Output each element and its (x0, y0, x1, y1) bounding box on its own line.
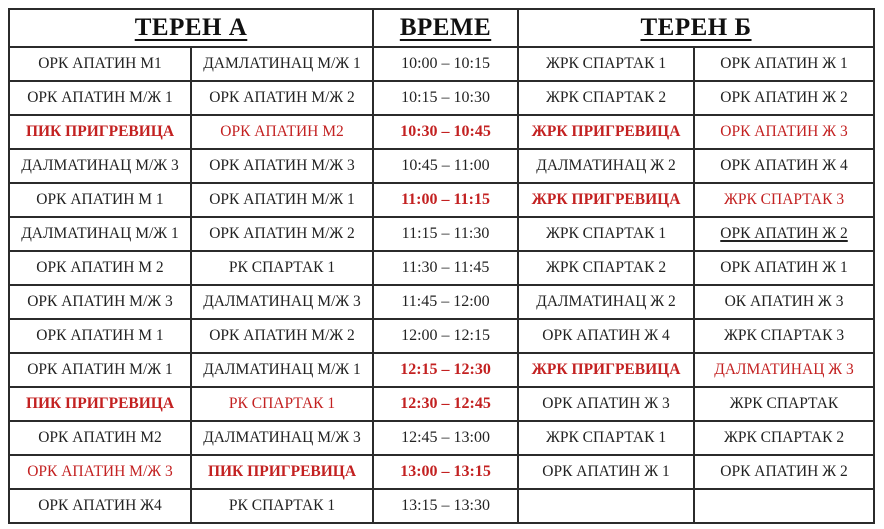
terrain-b-team-1-cell: ДАЛМАТИНАЦ Ж 2 (518, 149, 694, 183)
terrain-b-team-1-cell: ДАЛМАТИНАЦ Ж 2 (518, 285, 694, 319)
terrain-b-team-2-cell: ОРК АПАТИН Ж 3 (694, 115, 874, 149)
terrain-a-team-2-cell: ДАЛМАТИНАЦ М/Ж 3 (191, 421, 373, 455)
terrain-a-team-1-cell: ОРК АПАТИН М2 (9, 421, 191, 455)
terrain-b-team-2-cell: ЖРК СПАРТАК 3 (694, 183, 874, 217)
table-row (9, 387, 874, 421)
terrain-a-team-2-cell: ДАМЛАТИНАЦ М/Ж 1 (191, 47, 373, 81)
time-cell: 10:00 – 10:15 (373, 47, 518, 81)
time-cell: 10:45 – 11:00 (373, 149, 518, 183)
terrain-b-team-1-cell: ОРК АПАТИН Ж 4 (518, 319, 694, 353)
terrain-a-team-1-cell: ОРК АПАТИН М1 (9, 47, 191, 81)
time-cell: 12:30 – 12:45 (373, 387, 518, 421)
terrain-a-team-2-cell: ОРК АПАТИН М/Ж 2 (191, 319, 373, 353)
terrain-a-team-1-cell: ОРК АПАТИН М/Ж 3 (9, 455, 191, 489)
table-row (9, 115, 874, 149)
table-row (9, 251, 874, 285)
terrain-b-team-2-cell: ДАЛМАТИНАЦ Ж 3 (694, 353, 874, 387)
terrain-b-team-1-cell: ЖРК СПАРТАК 2 (518, 251, 694, 285)
terrain-a-team-2-cell: РК СПАРТАК 1 (191, 251, 373, 285)
terrain-b-title: ТЕРЕН Б (640, 14, 752, 41)
terrain-a-header (9, 9, 373, 47)
time-cell: 13:15 – 13:30 (373, 489, 518, 523)
time-cell: 13:00 – 13:15 (373, 455, 518, 489)
time-cell: 11:15 – 11:30 (373, 217, 518, 251)
terrain-b-team-2-cell: ОРК АПАТИН Ж 2 (694, 455, 874, 489)
table-row (9, 47, 874, 81)
terrain-b-team-2-cell: ОРК АПАТИН Ж 1 (694, 47, 874, 81)
terrain-b-team-1-cell: ОРК АПАТИН Ж 1 (518, 455, 694, 489)
time-title: ВРЕМЕ (399, 14, 492, 41)
terrain-a-team-2-cell: ОРК АПАТИН М/Ж 1 (191, 183, 373, 217)
schedule-table (8, 8, 875, 524)
schedule-sheet (8, 8, 875, 524)
time-cell: 12:45 – 13:00 (373, 421, 518, 455)
terrain-a-team-1-cell: ОРК АПАТИН М/Ж 1 (9, 353, 191, 387)
terrain-a-team-1-cell: ОРК АПАТИН Ж4 (9, 489, 191, 523)
time-cell: 11:45 – 12:00 (373, 285, 518, 319)
terrain-a-team-2-cell: ПИК ПРИГРЕВИЦА (191, 455, 373, 489)
time-cell: 10:30 – 10:45 (373, 115, 518, 149)
terrain-b-header (518, 9, 874, 47)
terrain-b-team-1-cell: ЖРК ПРИГРЕВИЦА (518, 353, 694, 387)
table-row (9, 489, 874, 523)
terrain-b-team-2-cell: ЖРК СПАРТАК 2 (694, 421, 874, 455)
table-row (9, 319, 874, 353)
terrain-a-team-1-cell: ОРК АПАТИН М/Ж 1 (9, 81, 191, 115)
table-row (9, 149, 874, 183)
time-cell: 10:15 – 10:30 (373, 81, 518, 115)
terrain-b-team-2-cell: ОРК АПАТИН Ж 4 (694, 149, 874, 183)
terrain-b-team-1-cell: ЖРК ПРИГРЕВИЦА (518, 115, 694, 149)
terrain-a-team-1-cell: ДАЛМАТИНАЦ М/Ж 3 (9, 149, 191, 183)
table-row (9, 353, 874, 387)
terrain-a-title: ТЕРЕН А (134, 14, 248, 41)
terrain-a-team-2-cell: ДАЛМАТИНАЦ М/Ж 3 (191, 285, 373, 319)
table-row (9, 285, 874, 319)
terrain-b-team-1-cell (518, 489, 694, 523)
terrain-a-team-1-cell: ПИК ПРИГРЕВИЦА (9, 387, 191, 421)
terrain-b-team-2-cell: ОРК АПАТИН Ж 1 (694, 251, 874, 285)
table-row (9, 183, 874, 217)
table-row (9, 421, 874, 455)
terrain-b-team-1-cell: ОРК АПАТИН Ж 3 (518, 387, 694, 421)
terrain-a-team-2-cell: ОРК АПАТИН М/Ж 2 (191, 217, 373, 251)
terrain-a-team-2-cell: ДАЛМАТИНАЦ М/Ж 1 (191, 353, 373, 387)
terrain-b-team-2-cell: ОРК АПАТИН Ж 2 (694, 217, 874, 251)
terrain-a-team-1-cell: ОРК АПАТИН М 2 (9, 251, 191, 285)
terrain-b-team-2-cell: ОРК АПАТИН Ж 2 (694, 81, 874, 115)
header-row (9, 9, 874, 47)
terrain-a-team-2-cell: ОРК АПАТИН М2 (191, 115, 373, 149)
time-cell: 11:00 – 11:15 (373, 183, 518, 217)
terrain-b-team-1-cell: ЖРК СПАРТАК 1 (518, 47, 694, 81)
terrain-b-team-1-cell: ЖРК СПАРТАК 1 (518, 217, 694, 251)
terrain-a-team-2-cell: РК СПАРТАК 1 (191, 387, 373, 421)
terrain-a-team-1-cell: ДАЛМАТИНАЦ М/Ж 1 (9, 217, 191, 251)
terrain-a-team-1-cell: ОРК АПАТИН М/Ж 3 (9, 285, 191, 319)
time-cell: 12:15 – 12:30 (373, 353, 518, 387)
terrain-a-team-2-cell: ОРК АПАТИН М/Ж 3 (191, 149, 373, 183)
terrain-a-team-1-cell: ПИК ПРИГРЕВИЦА (9, 115, 191, 149)
terrain-b-team-1-cell: ЖРК СПАРТАК 1 (518, 421, 694, 455)
time-header (373, 9, 518, 47)
terrain-b-team-2-cell (694, 489, 874, 523)
terrain-b-team-2-cell: ЖРК СПАРТАК (694, 387, 874, 421)
time-cell: 11:30 – 11:45 (373, 251, 518, 285)
time-cell: 12:00 – 12:15 (373, 319, 518, 353)
terrain-a-team-1-cell: ОРК АПАТИН М 1 (9, 319, 191, 353)
table-row (9, 455, 874, 489)
terrain-b-team-2-cell: ОК АПАТИН Ж 3 (694, 285, 874, 319)
schedule-body (9, 47, 874, 523)
table-row (9, 217, 874, 251)
terrain-a-team-1-cell: ОРК АПАТИН М 1 (9, 183, 191, 217)
terrain-a-team-2-cell: ОРК АПАТИН М/Ж 2 (191, 81, 373, 115)
table-row (9, 81, 874, 115)
terrain-b-team-1-cell: ЖРК ПРИГРЕВИЦА (518, 183, 694, 217)
terrain-b-team-1-cell: ЖРК СПАРТАК 2 (518, 81, 694, 115)
terrain-a-team-2-cell: РК СПАРТАК 1 (191, 489, 373, 523)
terrain-b-team-2-cell: ЖРК СПАРТАК 3 (694, 319, 874, 353)
